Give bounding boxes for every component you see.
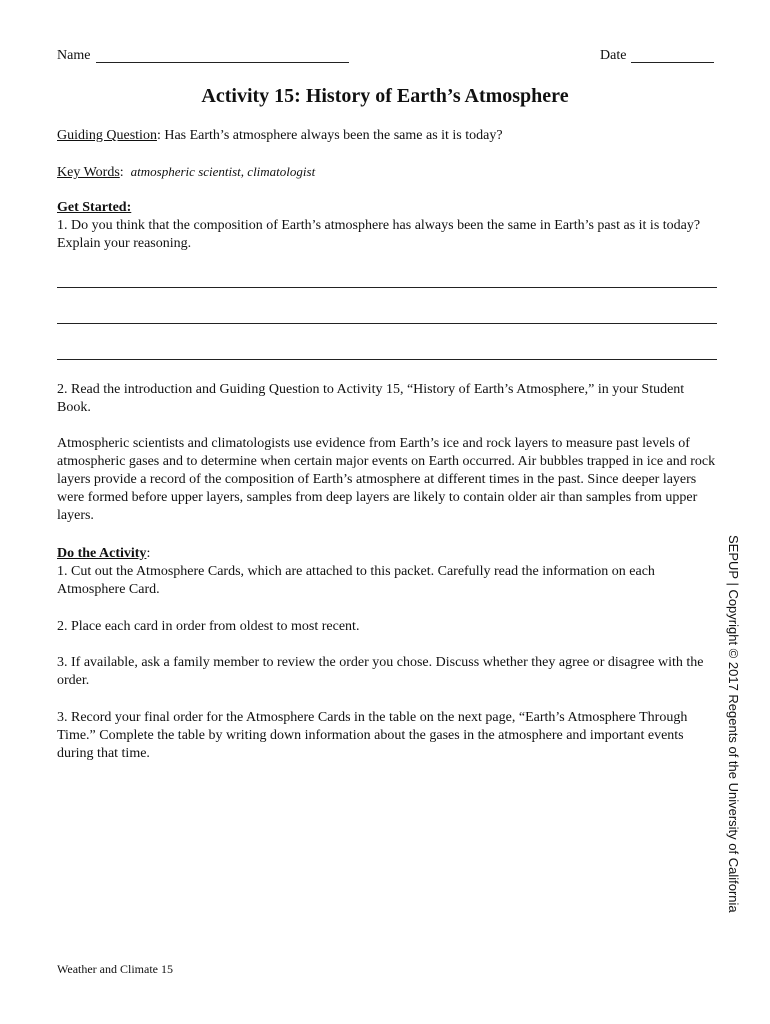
do-activity-heading (57, 545, 150, 563)
activity-step-3: 3. If available, ask a family member to review the order you chose. Discuss whether they agree or disagree with the order. (57, 655, 704, 688)
key-words-text: atmospheric scientist, climatologist (130, 164, 316, 179)
answer-line-3[interactable] (57, 359, 717, 360)
date-label: Date (600, 48, 627, 63)
do-activity-heading-text: Do the Activity (57, 546, 147, 561)
page-title: Activity 15: History of Earth’s Atmosphere (201, 85, 569, 107)
activity-step-1: 1. Cut out the Atmosphere Cards, which are attached to this packet. Carefully read the information on each Atmosphere Card. (57, 564, 655, 597)
date-field-line[interactable] (631, 62, 714, 63)
key-words-label: Key Words (57, 165, 120, 180)
intro-paragraph: Atmospheric scientists and climatologists use evidence from Earth’s ice and rock layers to measure past levels of atmospheric gases and to determine when certain major events on Earth occurred. Air bubbles trapped in ice and rock layers provide a record of the composition of Earth’s atmosphere at different times in the past. Since deeper layers were formed before upper layers, samples from deep layers are likely to contain older air than samples from upper layers. (57, 436, 716, 523)
guiding-question-text: : Has Earth’s atmosphere always been the same as it is today? (156, 128, 503, 143)
activity-step-4: 3. Record your final order for the Atmosphere Cards in the table on the next page, “Earth’s Atmosphere Through Time.” Complete the table by writing down information about the gases in the atmosphere and important events during that time. (57, 710, 688, 761)
answer-line-2[interactable] (57, 323, 717, 324)
activity-step-2: 2. Place each card in order from oldest to most recent. (57, 619, 360, 634)
do-activity-colon: : (146, 546, 151, 561)
question-1: 1. Do you think that the composition of Earth’s atmosphere has always been the same in Earth’s past as it is today? Explain your reasoning. (57, 218, 701, 251)
key-words: Key Words: atmospheric scientist, climatologist (57, 164, 316, 180)
get-started-heading: Get Started: (57, 200, 132, 215)
copyright-side-text: SEPUP | Copyright © 2017 Regents of the University of California (726, 535, 741, 913)
guiding-question (57, 127, 737, 145)
question-2: 2. Read the introduction and Guiding Question to Activity 15, “History of Earth’s Atmosphere,” in your Student Book. (57, 382, 685, 415)
name-field-line[interactable] (96, 62, 349, 63)
guiding-question-label: Guiding Question (57, 128, 157, 143)
page-footer: Weather and Climate 15 (57, 962, 173, 976)
answer-line-1[interactable] (57, 287, 717, 288)
name-label: Name (57, 48, 91, 63)
